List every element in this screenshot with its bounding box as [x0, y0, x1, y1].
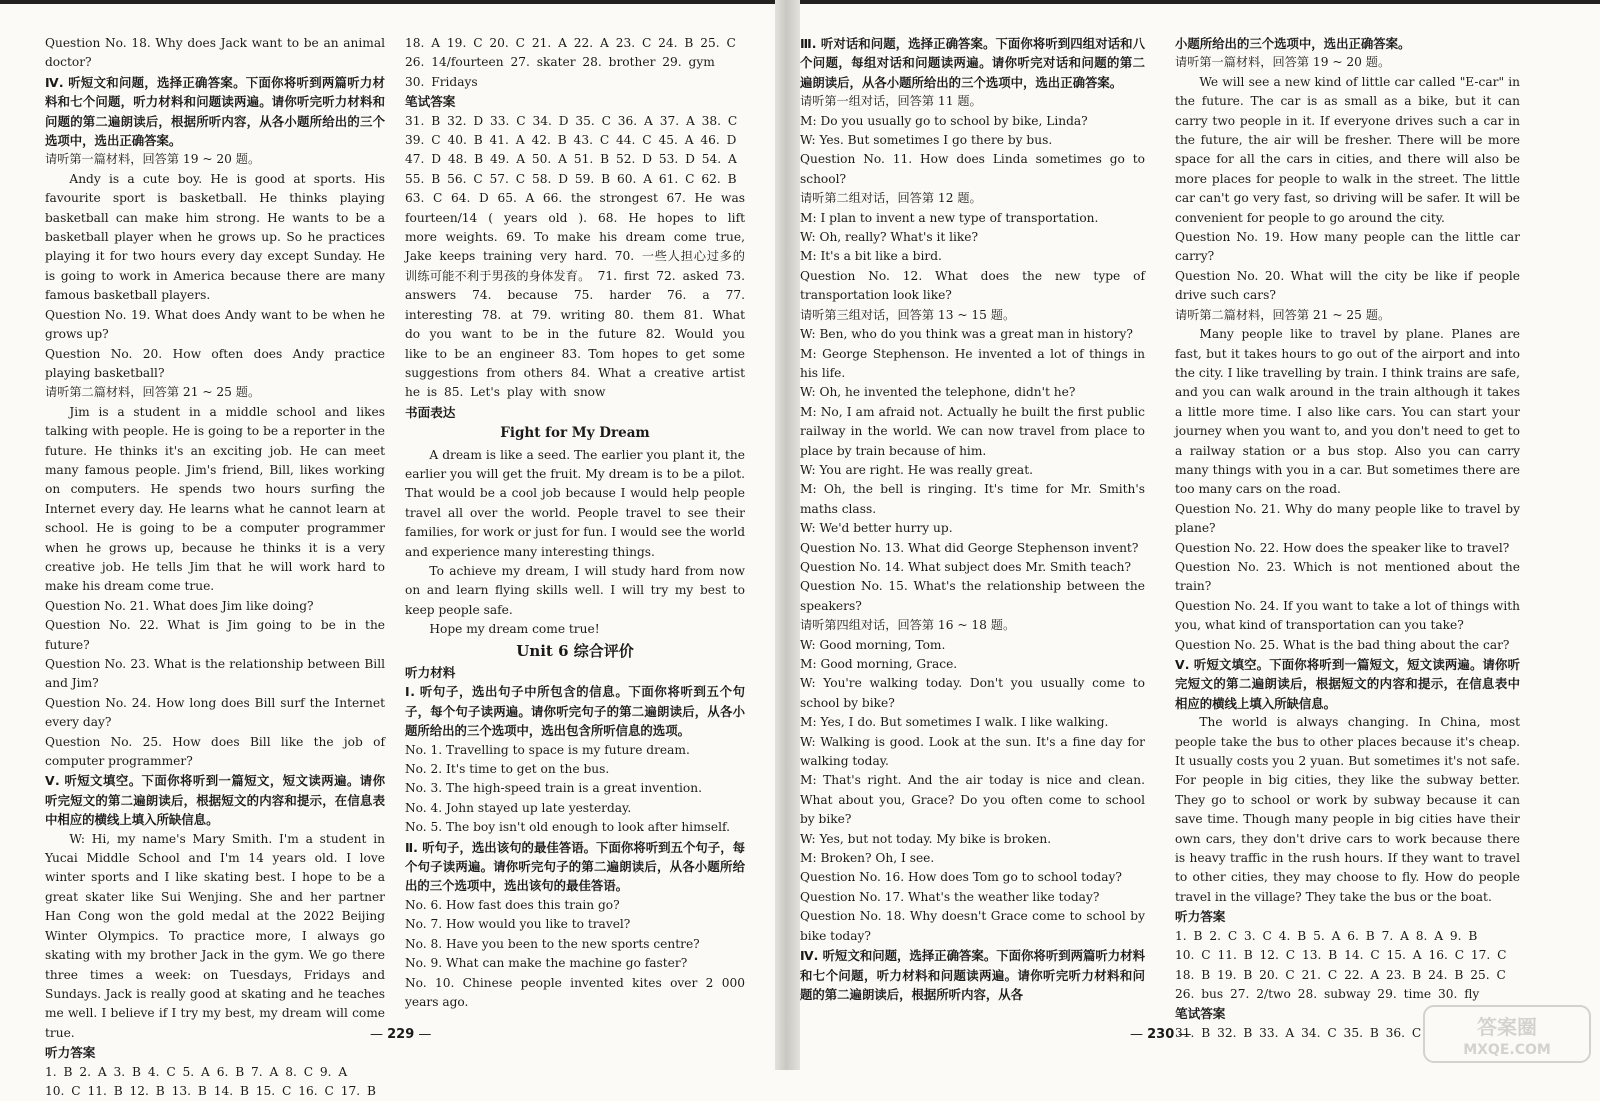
section-instruction: Ⅴ. 听短文填空。下面你将听到一篇短文，短文读两遍。请你听完短文的第二遍朗读后，根据短文的内容和提示，在信息表中相应的横线上填入所缺信息。 — [45, 773, 385, 828]
text-line: 请听第二组对话，回答第 12 题。 — [800, 191, 982, 206]
section-instruction: Ⅴ. 听短文填空。下面你将听到一篇短文，短文读两遍。请你听完短文的第二遍朗读后，根据短文的内容和提示，在信息表中相应的横线上填入所缺信息。 — [1175, 657, 1520, 711]
answer-line: 10. C 11. B 12. B 13. B 14. B 15. C 16. C 17. B — [45, 1083, 376, 1098]
text-line: 请听第一组对话，回答第 11 题。 — [800, 94, 982, 109]
text-line: No. 10. Chinese people invented kites over 2 000 years ago. — [405, 975, 745, 1009]
section-instruction: Ⅱ. 听句子，选出该句的最佳答语。下面你将听到五个句子，每个句子读两遍。请你听完句子的第二遍朗读后，从各小题所给出的三个选项中，选出该句的最佳答语。 — [405, 839, 745, 894]
passage-paragraph: We will see a new kind of little car called "E-car" in the future. The car is as small as a bike, but it can carry two people in it. If everyone drives such a car in the future, the air will be fresher. There will be more space for all the cars in cities, and there will also be more places for people to walk in the street. The little car can't go very fast, so driving will be safer. It will be convenient for people to go around the city. — [1175, 74, 1520, 225]
text-line: Question No. 15. What's the relationship between the speakers? — [800, 579, 1145, 613]
passage-paragraph: A dream is like a seed. The earlier you plant it, the earlier you will get the fruit. My dream is to be a pilot. That would be a cool job because I would help people travel all over the world. People travel to see their families, for work or just for fun. I would see the world and experience many interesting things. — [405, 447, 745, 559]
text-line: No. 2. It's time to get on the bus. — [405, 762, 610, 777]
answer-line: 55. B 56. C 57. C 58. D 59. B 60. A 61. C 62. B — [405, 171, 737, 186]
text-line: W: Oh, he invented the telephone, didn't he? — [800, 385, 1076, 400]
answer-line: 18. A 19. C 20. C 21. A 22. A 23. C 24. B 25. C — [405, 36, 736, 50]
text-line: 请听第四组对话，回答第 16 ~ 18 题。 — [800, 618, 1016, 633]
answer-line: 18. B 19. B 20. C 21. C 22. A 23. B 24. B 25. C — [1175, 967, 1506, 982]
section-heading: 听力材料 — [405, 665, 456, 680]
section-instruction: Ⅰ. 听句子，选出句子中所包含的信息。下面你将听到五个句子，每个句子读两遍。请你听完句子的第二遍朗读后，从各小题所给出的三个选项中，选出包含所听信息的选项。 — [405, 684, 745, 739]
text-line: Question No. 12. What does the new type of transportation look like? — [800, 268, 1145, 303]
text-line: Question No. 22. How does the speaker like to travel? — [1175, 540, 1510, 555]
text-line: Question No. 16. How does Tom go to school today? — [800, 870, 1122, 885]
answer-line: 31. B 32. D 33. C 34. D 35. C 36. A 37. A 38. C — [405, 113, 738, 128]
passage-paragraph: W: Hi, my name's Mary Smith. I'm a student in Yucai Middle School and I'm 14 years old. I love winter sports and I like skating best. I hope to be a great skater like Sui Wenjing. She and her partner Han Cong won the gold medal at the 2022 Beijing Winter Olympics. To practice more, I always go skating with my brother Jack in the gym. We go there three times a week: on Tuesdays, Fridays and Sundays. Jack is really good at skating and he teaches me well. I believe if I try my best, my dream will come true. — [45, 831, 385, 1040]
answer-line: 26. bus 27. 2/two 28. subway 29. time 30. fly — [1175, 986, 1480, 1001]
section-instruction: Ⅳ. 听短文和问题，选择正确答案。下面你将听到两篇听力材料和七个问题，听力材料和问题读两遍。请你听完听力材料和问题的第二遍朗读后，根据所听内容，从各 — [800, 948, 1145, 1002]
section-heading: 听力答案 — [1175, 909, 1226, 925]
text-line: No. 6. How fast does this train go? — [405, 897, 620, 912]
text-line: Question No. 23. What is the relationship between Bill and Jim? — [45, 657, 385, 691]
right-page — [800, 0, 1600, 1070]
text-line: Question No. 25. What is the bad thing about the car? — [1175, 637, 1510, 652]
text-line: Question No. 24. How long does Bill surf the Internet every day? — [45, 695, 385, 730]
text-line: W: Walking is good. Look at the sun. It's a fine day for walking today. — [800, 734, 1145, 769]
answer-line: 10. C 11. B 12. C 13. B 14. C 15. A 16. C 17. C — [1175, 948, 1507, 963]
text-line: Question No. 11. How does Linda sometimes go to school? — [800, 152, 1145, 186]
book-gutter — [775, 0, 800, 1070]
text-line: W: You are right. He was really great. — [800, 462, 1033, 477]
essay-title: Fight for My Dream — [500, 425, 650, 442]
text-line: W: You're walking today. Don't you usually come to school by bike? — [800, 676, 1145, 710]
text-line: M: No, I am afraid not. Actually he built the first public railway in the world. We can now travel from place to place by train because of him. — [800, 404, 1145, 458]
answer-line: 31. B 32. B 33. A 34. C 35. B 36. C — [1175, 1025, 1422, 1040]
text-line: Question No. 19. What does Andy want to be when he grows up? — [45, 307, 385, 342]
text-line: W: Yes, but not today. My bike is broken. — [800, 831, 1052, 846]
text-line: No. 1. Travelling to space is my future dream. — [405, 742, 690, 757]
left-page-column-1 — [45, 34, 385, 1098]
answer-line: 30. Fridays — [405, 74, 478, 89]
text-line: M: It's a bit like a bird. — [800, 249, 942, 264]
unit-title: Unit 6 综合评价 — [516, 641, 634, 660]
text-line: No. 3. The high-speed train is a great invention. — [405, 781, 702, 796]
text-line: M: George Stephenson. He invented a lot of things in his life. — [800, 346, 1145, 380]
answer-line: 1. B 2. A 3. B 4. C 5. A 6. B 7. A 8. C 9. A — [45, 1064, 348, 1079]
text-line: M: Broken? Oh, I see. — [800, 851, 935, 866]
text-line: No. 5. The boy isn't old enough to look after himself. — [405, 820, 730, 835]
text-line: Question No. 21. Why do many people like to travel by plane? — [1175, 501, 1520, 536]
text-line: Question No. 22. What is Jim going to be in the future? — [45, 618, 385, 652]
text-line: Question No. 24. If you want to take a lot of things with you, what kind of transportation can you take? — [1175, 598, 1520, 633]
answer-line: 63. C 64. D 65. A 66. the strongest 67. He was fourteen/14 ( years old ). 68. He hopes to lift more weights. 69. To make his dream come true, Jake keeps training very hard. 70. 一些人担心过多的训练可能不利于男孩的身体发育。 71. first 72. asked 73. answers 74. because 75. harder 76. a 77. interesting 78. at 79. writing 80. them 81. What do you want to be in the future 82. Would you like to be an engineer 83. Tom hopes to get some suggestions from others 84. What a creative artist he is 85. Let's play with snow — [405, 191, 745, 400]
passage-paragraph: To achieve my dream, I will study hard from now on and learn flying skills well. I will try my best to keep people safe. — [405, 563, 745, 617]
left-page-column-2 — [405, 34, 745, 1024]
text-line: W: Good morning, Tom. — [800, 637, 946, 652]
passage-paragraph: The world is always changing. In China, most people take the bus to other places because it's cheap. It usually costs you 2 yuan. But sometimes it's not safe. For people in big cities, they like the subway better. They go to school or work by subway because it can save time. Though many people in big cities have their own cars, they don't drive cars to work because there is heavy traffic in the rush hours. If they want to travel to other cities, they may choose to fly. How do people travel in the village? They take the bus or the boat. — [1175, 715, 1520, 904]
text-line: 请听第一篇材料，回答第 19 ~ 20 题。 — [1175, 55, 1391, 70]
text-line: Question No. 21. What does Jim like doing? — [45, 598, 314, 613]
svg-text:答案圈: 答案圈 — [1477, 1015, 1537, 1039]
section-instruction: 小题所给出的三个选项中，选出正确答案。 — [1175, 36, 1411, 51]
text-line: M: Yes, I do. But sometimes I walk. I like walking. — [800, 715, 1109, 730]
text-line: No. 7. How would you like to travel? — [405, 917, 631, 932]
page-number-left: — 229 — — [370, 1027, 431, 1042]
svg-text:MXQE.COM: MXQE.COM — [1463, 1042, 1551, 1058]
text-line: M: Do you usually go to school by bike, Linda? — [800, 113, 1088, 128]
text-line: Question No. 25. How does Bill like the job of computer programmer? — [45, 734, 385, 769]
text-line: No. 4. John stayed up late yesterday. — [405, 800, 632, 815]
right-page-column-1 — [800, 34, 1145, 1024]
text-line: Question No. 19. How many people can the little car carry? — [1175, 230, 1520, 264]
text-line: 请听第三组对话，回答第 13 ~ 15 题。 — [800, 307, 1016, 322]
text-line: Question No. 18. Why doesn't Grace come to school by bike today? — [800, 909, 1145, 943]
text-line: M: That's right. And the air today is nice and clean. What about you, Grace? Do you often come to school by bike? — [800, 773, 1145, 827]
section-heading: 听力答案 — [45, 1045, 96, 1061]
text-line: W: Ben, who do you think was a great man in history? — [800, 327, 1133, 342]
text-line: Question No. 20. What will the city be like if people drive such cars? — [1175, 268, 1520, 303]
text-line: No. 9. What can make the machine go faster? — [405, 956, 688, 971]
text-line: Question No. 18. Why does Jack want to be an animal doctor? — [45, 36, 385, 70]
answer-line: 26. 14/fourteen 27. skater 28. brother 29. gym — [405, 55, 715, 70]
left-page — [0, 0, 775, 1098]
text-line: Question No. 14. What subject does Mr. Smith teach? — [800, 559, 1132, 574]
passage-paragraph: Many people like to travel by plane. Planes are fast, but it takes hours to go out of the airport and into the city. I like travelling by train. I think trains are safe, and you can walk around in the train although it takes a little more time. I also like cars. You can start your journey when you want to, and you don't need to get to a railway station or a bus stop. Also you can carry many things with you in a car. But sometimes there are too many cars on the road. — [1175, 327, 1520, 497]
text-line: M: Good morning, Grace. — [800, 657, 958, 671]
section-heading: 笔试答案 — [405, 94, 456, 110]
text-line: 请听第一篇材料，回答第 19 ~ 20 题。 — [45, 152, 261, 167]
text-line: Question No. 17. What's the weather like today? — [800, 889, 1100, 904]
text-line: No. 8. Have you been to the new sports centre? — [405, 936, 700, 951]
answer-line: 1. B 2. C 3. C 4. B 5. A 6. B 7. A 8. A 9. B — [1175, 928, 1478, 943]
page-number-right: — 230 — — [1130, 1027, 1191, 1042]
section-instruction: Ⅳ. 听短文和问题，选择正确答案。下面你将听到两篇听力材料和七个问题，听力材料和问题读两遍。请你听完听力材料和问题的第二遍朗读后，根据所听内容，从各小题所给出的三个选项中，选出正确答案。 — [45, 74, 385, 149]
text-line: Question No. 13. What did George Stephenson invent? — [800, 540, 1139, 555]
text-line: W: Oh, really? What's it like? — [800, 230, 979, 245]
answer-line: 39. C 40. B 41. A 42. B 43. C 44. C 45. A 46. D — [405, 133, 737, 148]
passage-paragraph: Hope my dream come true! — [429, 622, 600, 637]
text-line: M: I plan to invent a new type of transportation. — [800, 210, 1099, 225]
text-line: 请听第二篇材料，回答第 21 ~ 25 题。 — [1175, 307, 1391, 322]
passage-paragraph: Jim is a student in a middle school and likes talking with people. He is going to be a reporter in the future. He thinks it's an exciting job. He can meet many famous people. Jim's friend, Bill, likes working on computers. He spends two hours surfing the Internet every day. He learns what he cannot learn at school. He is going to be a computer programmer when he grows up, because he thinks it is a very creative job. He tells Jim that he will work hard to make his dream come true. — [45, 404, 385, 594]
text-line: 请听第二篇材料，回答第 21 ~ 25 题。 — [45, 385, 261, 400]
answer-line: 47. D 48. B 49. A 50. A 51. B 52. D 53. D 54. A — [405, 152, 737, 167]
text-line: Question No. 23. Which is not mentioned about the train? — [1175, 559, 1520, 594]
watermark-logo — [1422, 1004, 1592, 1064]
section-heading: 笔试答案 — [1175, 1006, 1226, 1022]
text-line: Question No. 20. How often does Andy practice playing basketball? — [45, 346, 385, 380]
text-line: W: Yes. But sometimes I go there by bus. — [800, 133, 1053, 148]
section-instruction: Ⅲ. 听对话和问题，选择正确答案。下面你将听到四组对话和八个问题，每组对话和问题读两遍。请你听完对话和问题的第二遍朗读后，从各小题所给出的三个选项中，选出正确答案。 — [800, 36, 1145, 90]
passage-paragraph: Andy is a cute boy. He is good at sports. His favourite sport is basketball. He thinks playing basketball can make him strong. He wants to be a basketball player when he grows up. So he practices playing it for two hours every day except Sunday. He is going to work in America because there are many famous basketball players. — [45, 171, 385, 303]
section-heading: 书面表达 — [405, 404, 456, 420]
text-line: W: We'd better hurry up. — [800, 521, 953, 536]
text-line: M: Oh, the bell is ringing. It's time for Mr. Smith's maths class. — [800, 482, 1145, 516]
